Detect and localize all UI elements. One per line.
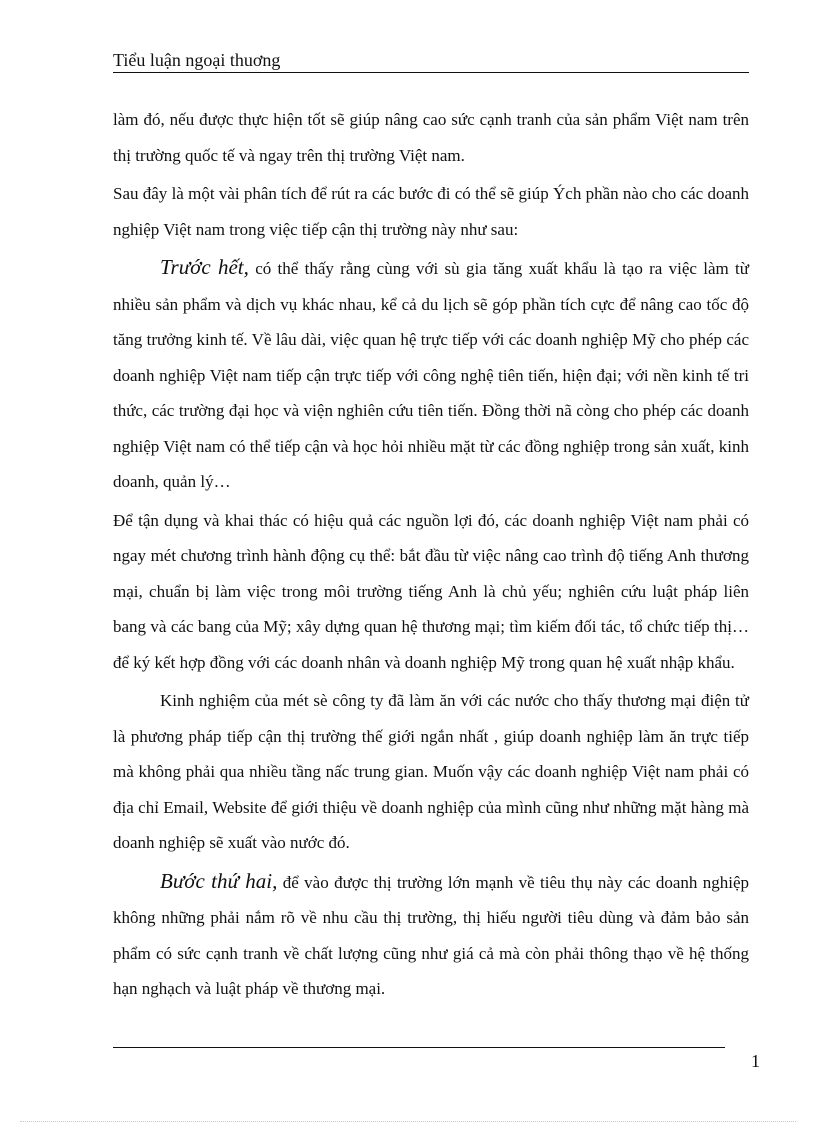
paragraph-3-lead: Trước hết,	[160, 255, 249, 279]
paragraph-3-text: có thể thấy rằng cùng với sù gia tăng xuất khẩu là tạo ra việc làm từ nhiều sản phẩm và dịch vụ khác nhau, kể cả du lịch sẽ góp phần tích cực để nâng cao tốc độ tăng trưởng kinh tế. Về lâu dài, việc quan hệ trực tiếp với các doanh nghiệp Mỹ cho phép các doanh nghiệp Việt nam tiếp cận trực tiếp với công nghệ tiên tiến, hiện đại; với nền kinh tế tri thức, các trường đại học và viện nghiên cứu tiên tiến. Đồng thời nã còng cho phép các doanh nghiệp Việt nam có thể tiếp cận và học hỏi nhiều mặt từ các đồng nghiệp trong sản xuất, kinh doanh, quản lý…	[113, 259, 749, 491]
header-divider	[113, 72, 749, 73]
paragraph-6-text: để vào được thị trường lớn mạnh về tiêu thụ này các doanh nghiệp không những phải nắm rõ về nhu cầu thị trường, thị hiếu người tiêu dùng và đảm bảo sản phẩm có sức cạnh tranh về chất lượng cũng như giá cả mà còn phải thông thạo về hệ thống hạn nghạch và luật pháp về thương mại.	[113, 872, 749, 998]
paragraph-6-lead: Bước thứ hai,	[160, 868, 278, 893]
paragraph-3	[113, 250, 749, 500]
page-number: 1	[751, 1051, 760, 1071]
body-text	[113, 102, 749, 1007]
paragraph-6	[113, 864, 749, 1007]
paragraph-5-text: Kinh nghiệm của mét sè công ty đã làm ăn với các nước cho thấy thương mại điện tử là phương pháp tiếp cận thị trường thế giới ngắn nhất , giúp doanh nghiệp làm ăn trực tiếp mà không phải qua nhiều tầng nấc trung gian. Muốn vậy các doanh nghiệp Việt nam phải có địa chỉ Email, Website để giới thiệu về doanh nghiệp của mình cũng như những mặt hàng mà doanh nghiệp sẽ xuất vào nước đó.	[113, 691, 749, 852]
paragraph-4	[113, 503, 749, 681]
paragraph-1	[113, 102, 749, 173]
page-bottom-edge	[20, 1121, 796, 1122]
paragraph-2	[113, 176, 749, 247]
paragraph-4-text: Để tận dụng và khai thác có hiệu quả các nguồn lợi đó, các doanh nghiệp Việt nam phải có ngay mét chương trình hành động cụ thể: bắt đầu từ việc nâng cao trình độ tiếng Anh thương mại, chuẩn bị làm việc trong môi trường tiếng Anh là chủ yếu; nghiên cứu luật pháp liên bang và các bang của Mỹ; xây dựng quan hệ thương mại; tìm kiếm đối tác, tổ chức tiếp thị…để ký kết hợp đồng với các doanh nhân và doanh nghiệp Mỹ trong quan hệ xuất nhập khẩu.	[113, 510, 749, 672]
footer-divider	[113, 1047, 725, 1048]
paragraph-5	[113, 683, 749, 861]
paragraph-2-text: Sau đây là một vài phân tích để rút ra các bước đi có thể sẽ giúp Ých phần nào cho các doanh nghiệp Việt nam trong việc tiếp cận thị trường này như sau:	[113, 184, 749, 239]
paragraph-1-text: làm đó, nếu được thực hiện tốt sẽ giúp nâng cao sức cạnh tranh của sản phẩm Việt nam trên thị trường quốc tế và ngay trên thị trường Việt nam.	[113, 110, 749, 165]
page-header-title: Tiểu luận ngoại thuơng	[113, 50, 281, 70]
